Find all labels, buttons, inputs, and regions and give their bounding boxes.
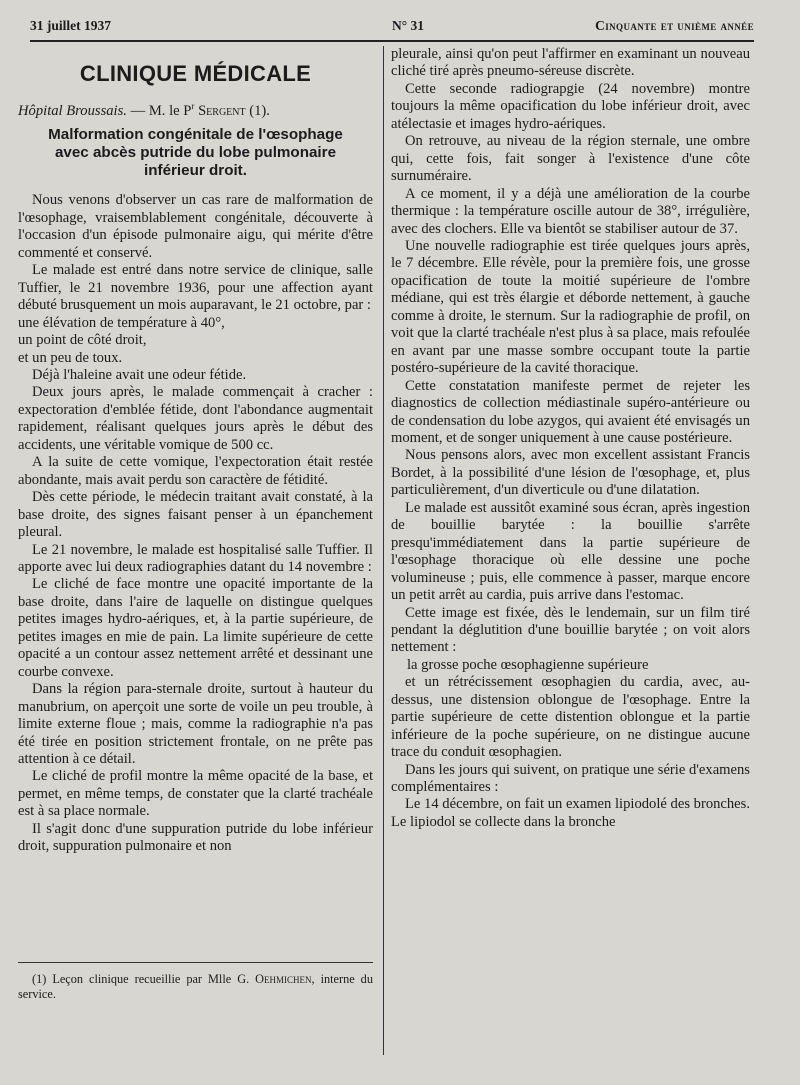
paragraph: Il s'agit donc d'une suppuration putride du lobe inférieur droit, suppuration pulmonaire et non	[18, 820, 373, 855]
right-column	[391, 46, 750, 831]
byline-sup: r	[191, 101, 195, 112]
running-head	[30, 18, 754, 40]
paragraph: Le cliché de profil montre la même opacité de la base, et permet, en même temps, de constater que la clarté trachéale est à sa place normale.	[18, 768, 373, 820]
column-divider	[383, 46, 384, 1055]
list-item: et un peu de toux.	[18, 349, 123, 366]
paragraph: Nous pensons alors, avec mon excellent assistant Francis Bordet, à la possibilité d'une lésion de l'œsophage, et, plus particulièrement, d'un diverticule ou d'une dilatation.	[391, 447, 750, 499]
paragraph: pleurale, ainsi qu'on peut l'affirmer en examinant un nouveau cliché tiré après pneumo-séreuse discrète.	[391, 46, 750, 80]
paragraph: A ce moment, il y a déjà une amélioration de la courbe thermique : la température oscille autour de 38°, irrégulière, avec des clochers. Elle va bientôt se stabiliser autour de 37.	[391, 185, 750, 237]
issue-date: 31 juillet 1937	[30, 18, 111, 33]
paragraph: A la suite de cette vomique, l'expectoration était restée abondante, mais avait perdu son caractère de fétidité.	[18, 454, 373, 488]
paragraph: Le 21 novembre, le malade est hospitalisé salle Tuffier. Il apporte avec lui deux radiographies datant du 14 novembre :	[18, 541, 373, 575]
paragraph: On retrouve, au niveau de la région sternale, une ombre qui, cette fois, fait songer à l'existence d'une côte surnuméraire.	[391, 133, 750, 185]
byline-sep: — M. le P	[126, 103, 192, 119]
article-title: Malformation congénitale de l'œsophage avec abcès putride du lobe pulmonaire inférieur droit.	[48, 126, 343, 180]
footnote-rule	[18, 962, 373, 963]
paragraph: Déjà l'haleine avait une odeur fétide.	[32, 366, 247, 383]
paragraph: Cette seconde radiograpgie (24 novembre) montre toujours la même opacification du lobe inférieur droit, avec atélectasie et images hydro-aériques.	[391, 80, 750, 132]
byline-author: Sergent	[198, 103, 246, 119]
footnote-text: (1) Leçon clinique recueillie par Mlle G.	[32, 972, 256, 986]
paragraph: Dans la région para-sternale droite, surtout à hauteur du manubrium, on aperçoit une sorte de voile un peu trouble, à limite externe floue ; mais, comme la radiographie n'a pas été tirée en position strictement frontale, on ne prête pas attention à ce détail.	[18, 681, 373, 767]
volume-year: Cinquante et unième année	[595, 18, 754, 33]
paragraph: Deux jours après, le malade commençait à cracher : expectoration d'emblée fétide, dont l'abondance augmentait rapidement, réalisant quelques jours après le début des accidents, une véritable vomique de 500 cc.	[18, 384, 373, 453]
paragraph: Le cliché de face montre une opacité importante de la base droite, dans l'aire de laquelle on distingue quelques petites images hydro-aériques, et, à la partie supérieure, de petites images en mie de pain. La limite supérieure de cette opacité a un contour assez nettement arrêté et dessinant une courbe convexe.	[18, 576, 373, 680]
byline	[18, 103, 373, 120]
paragraph: et un rétrécissement œsophagien du cardia, avec, au-dessus, une distension oblongue de l'œsophage. Entre la partie supérieure de cette distention oblongue et la partie inférieure de la poche supérieure, on ne distingue aucune trace du conduit œsophagien.	[391, 674, 750, 761]
list-item: une élévation de température à 40°,	[18, 314, 225, 331]
paragraph: Cette constatation manifeste permet de rejeter les diagnostics de collection médiastinale supéro-antérieure ou de condensation du lobe azygos, qui avaient été envisagés un moment, et de songer uniquement à une cause postérieure.	[391, 377, 750, 446]
byline-hospital: Hôpital Broussais.	[18, 103, 127, 119]
left-column	[18, 60, 373, 856]
footnote	[18, 972, 373, 1002]
paragraph: Cette image est fixée, dès le lendemain, sur un film tiré pendant la déglutition d'une bouillie barytée ; on voit alors nettement :	[391, 604, 750, 656]
list-item: un point de côté droit,	[18, 332, 147, 349]
issue-number: N° 31	[392, 18, 425, 33]
section-title: CLINIQUE MÉDICALE	[79, 61, 312, 86]
footnote-name: Oehmichen	[255, 972, 312, 986]
paragraph: Le malade est aussitôt examiné sous écran, après ingestion de bouillie barytée : la bouillie s'arrête presqu'immédiatement dans la partie supérieure de l'œsophage thoracique où elle dessine une poche volumineuse ; puis, elle commence à passer, marque encore un petit arrêt au cardia, puis arrive dans l'estomac.	[391, 499, 750, 604]
footnote-rest: , interne du service.	[18, 972, 373, 1001]
paragraph: Dans les jours qui suivent, on pratique une série d'examens complémentaires :	[391, 761, 750, 796]
paragraph: Nous venons d'observer un cas rare de malformation de l'œsophage, vraisemblablement congénitale, découverte à l'occasion d'un épisode pulmonaire aigu, qui mérite d'être commenté et conservé.	[18, 192, 373, 261]
paragraph: Le 14 décembre, on fait un examen lipiodolé des bronches. Le lipiodol se collecte dans la bronche	[391, 796, 750, 830]
header-rule	[30, 40, 754, 42]
paragraph: Une nouvelle radiographie est tirée quelques jours après, le 7 décembre. Elle révèle, pour la première fois, une grosse opacification de toute la moitié supérieure de l'ombre médiane, qui est très élargie et déborde nettement, à gauche comme à droite, le sternum. Sur la radiographie de profil, on voit que la clarté trachéale n'est plus à sa place, mais refoulée en avant par une masse sombre occupant toute la partie postéro-supérieure de la cavité thoracique.	[391, 237, 750, 377]
byline-note: (1).	[245, 103, 270, 119]
paragraph: Le malade est entré dans notre service de clinique, salle Tuffier, le 21 novembre 1936, pour une affection ayant débuté brusquement un mois auparavant, le 21 octobre, par :	[18, 262, 373, 314]
paragraph: Dès cette période, le médecin traitant avait constaté, à la base droite, des signes faisant penser à un épanchement pleural.	[18, 489, 373, 541]
list-item: la grosse poche œsophagienne supérieure	[407, 656, 649, 673]
